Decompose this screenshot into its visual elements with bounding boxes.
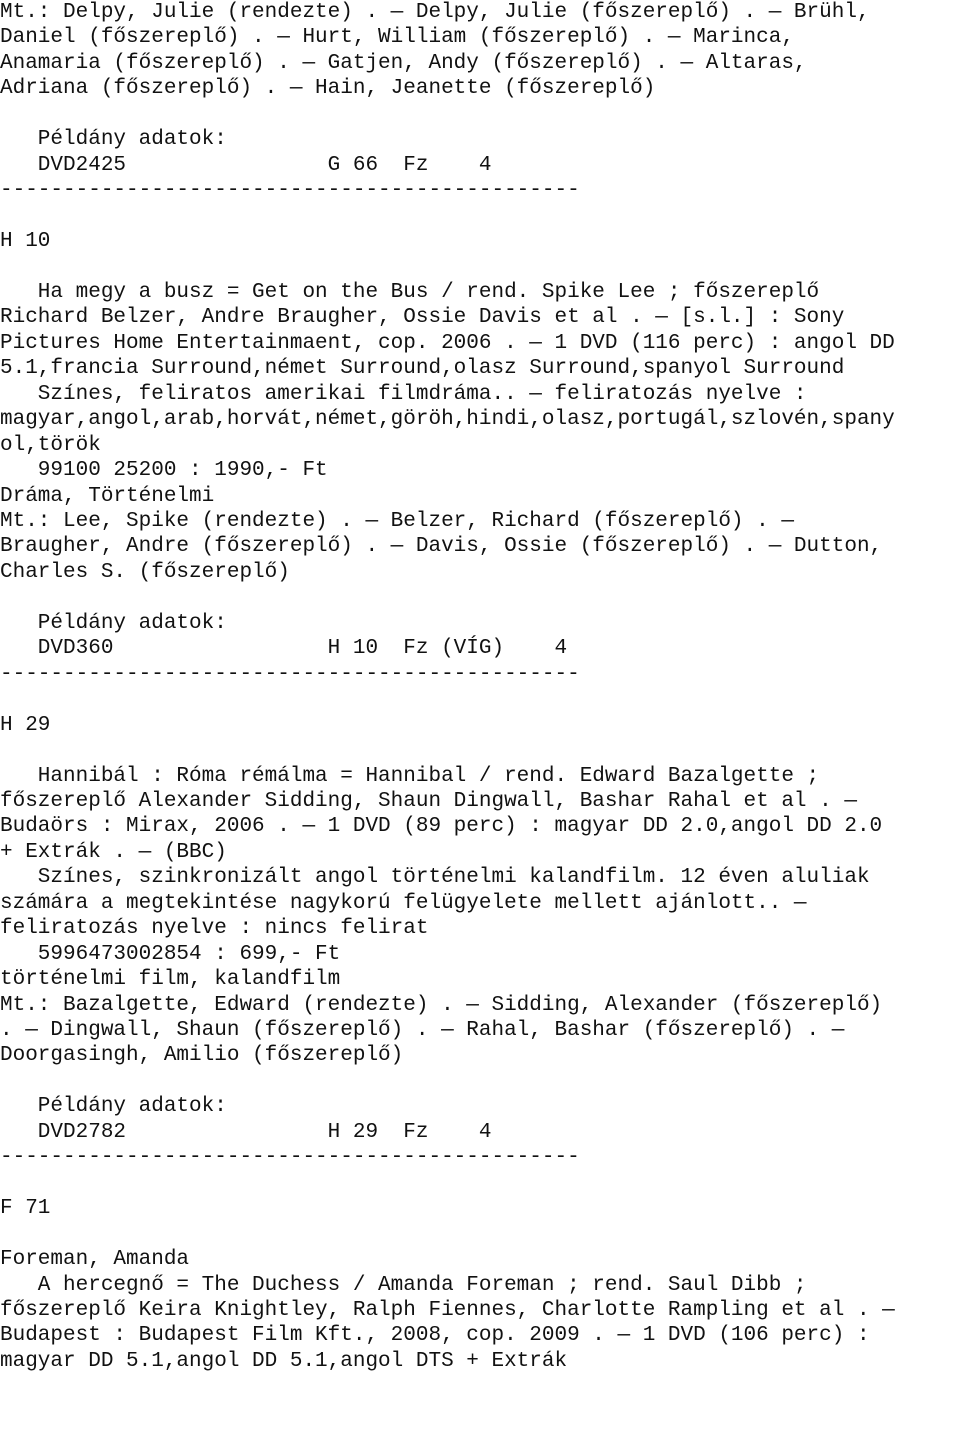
text-line: A hercegnő = The Duchess / Amanda Foreman ; rend. Saul Dibb ; [0, 1273, 807, 1297]
contributors-line: Mt.: Bazalgette, Edward (rendezte) . — Sidding, Alexander (főszereplő) [0, 993, 883, 1017]
text-line: Richard Belzer, Andre Braugher, Ossie Davis et al . — [s.l.] : Sony [0, 306, 845, 330]
text-line: Ha megy a busz = Get on the Bus / rend. Spike Lee ; főszereplő [0, 280, 820, 304]
copy-data-row: DVD2782 H 29 Fz 4 [0, 1120, 492, 1144]
text-line: Anamaria (főszereplő) . — Gatjen, Andy (főszereplő) . — Altaras, [0, 51, 807, 75]
text-line: Charles S. (főszereplő) [0, 560, 290, 584]
separator-line: ---------------------------------------------- [0, 662, 580, 686]
text-line: Budapest : Budapest Film Kft., 2008, cop. 2009 . — 1 DVD (106 perc) : [0, 1324, 870, 1348]
shelf-code: H 10 [0, 230, 51, 254]
text-line: Színes, feliratos amerikai filmdráma.. — feliratozás nyelve : [0, 382, 807, 406]
text-line: magyar DD 5.1,angol DD 5.1,angol DTS + Extrák [0, 1349, 568, 1373]
text-line: 5.1,francia Surround,német Surround,olasz Surround,spanyol Surround [0, 357, 845, 381]
separator-line: ---------------------------------------------- [0, 179, 580, 203]
copy-data-row: DVD2425 G 66 Fz 4 [0, 153, 492, 177]
text-line: Adriana (főszereplő) . — Hain, Jeanette (főszereplő) [0, 77, 656, 101]
text-line: ol,török [0, 433, 101, 457]
shelf-code: H 29 [0, 713, 51, 737]
shelf-code: F 71 [0, 1197, 51, 1221]
text-line: Foreman, Amanda [0, 1248, 190, 1272]
contributors-line: Mt.: Delpy, Julie (rendezte) . — Delpy, Julie (főszereplő) . — Brühl, [0, 1, 870, 24]
copy-data-row: DVD360 H 10 Fz (VÍG) 4 [0, 637, 568, 661]
text-line: Daniel (főszereplő) . — Hurt, William (főszereplő) . — Marinca, [0, 26, 794, 50]
text-line: magyar,angol,arab,horvát,német,göröh,hindi,olasz,portugál,szlovén,spany [0, 408, 895, 432]
text-line: 99100 25200 : 1990,- Ft [0, 459, 328, 483]
text-line: főszereplő Alexander Sidding, Shaun Dingwall, Bashar Rahal et al . — [0, 789, 857, 813]
copy-data-label: Példány adatok: [0, 611, 227, 635]
separator-line: ---------------------------------------------- [0, 1146, 580, 1170]
text-line: Színes, szinkronizált angol történelmi kalandfilm. 12 éven aluliak [0, 866, 870, 890]
text-line: történelmi film, kalandfilm [0, 968, 341, 992]
copy-data-label: Példány adatok: [0, 128, 227, 152]
copy-data-label: Példány adatok: [0, 1095, 227, 1119]
text-line: . — Dingwall, Shaun (főszereplő) . — Rahal, Bashar (főszereplő) . — [0, 1019, 845, 1042]
text-line: Doorgasingh, Amilio (főszereplő) [0, 1044, 404, 1068]
text-line: Hannibál : Róma rémálma = Hannibal / rend. Edward Bazalgette ; [0, 764, 820, 788]
text-line: 5996473002854 : 699,- Ft [0, 942, 341, 966]
text-line: Budaörs : Mirax, 2006 . — 1 DVD (89 perc) : magyar DD 2.0,angol DD 2.0 [0, 815, 883, 839]
text-line: Dráma, Történelmi [0, 484, 215, 508]
text-line: Braugher, Andre (főszereplő) . — Davis, Ossie (főszereplő) . — Dutton, [0, 535, 883, 559]
text-line: feliratozás nyelve : nincs felirat [0, 917, 429, 941]
text-line: számára a megtekintése nagykorú felügyelete mellett ajánlott.. — [0, 891, 807, 915]
contributors-line: Mt.: Lee, Spike (rendezte) . — Belzer, Richard (főszereplő) . — [0, 510, 794, 533]
text-line: főszereplő Keira Knightley, Ralph Fiennes, Charlotte Rampling et al . — [0, 1298, 895, 1322]
text-line: Pictures Home Entertainmaent, cop. 2006 . — 1 DVD (116 perc) : angol DD [0, 331, 895, 355]
text-line: + Extrák . — (BBC) [0, 840, 227, 864]
